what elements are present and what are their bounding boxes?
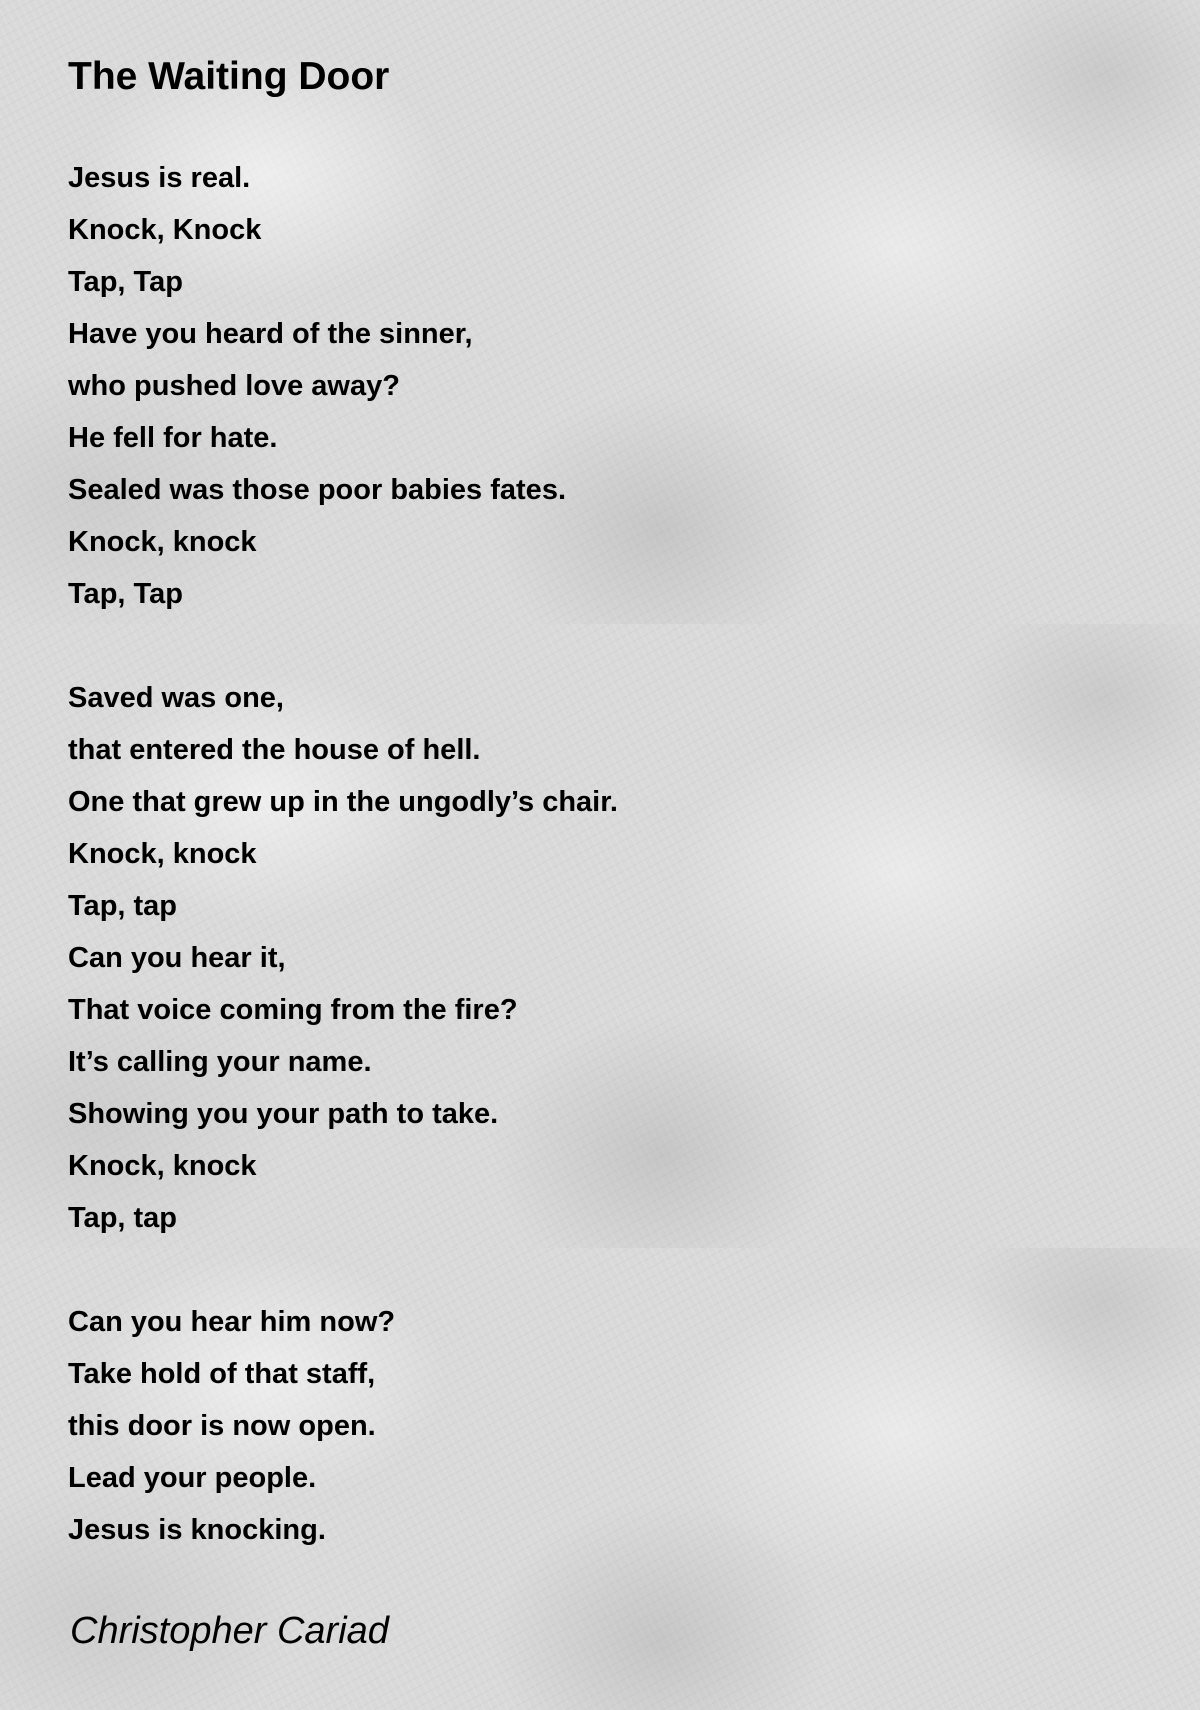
poem-line: Have you heard of the sinner, xyxy=(68,318,473,350)
poem-line: Lead your people. xyxy=(68,1462,317,1494)
poem-line: Sealed was those poor babies fates. xyxy=(68,474,566,506)
poem-line: It’s calling your name. xyxy=(68,1046,372,1078)
poem-line: Tap, tap xyxy=(68,890,178,922)
poem-title: The Waiting Door xyxy=(68,55,390,98)
poem-line: Knock, knock xyxy=(68,526,257,558)
poem-line: Can you hear it, xyxy=(68,942,286,974)
poem-line: Knock, knock xyxy=(68,1150,257,1182)
poem-line: Tap, Tap xyxy=(68,578,183,610)
stanza xyxy=(68,1296,395,1556)
poem-line: Jesus is real. xyxy=(68,162,251,194)
poem-line: Saved was one, xyxy=(68,682,284,714)
poem-line: Jesus is knocking. xyxy=(68,1514,326,1546)
poem-line: Showing you your path to take. xyxy=(68,1098,499,1130)
poem-line: Knock, Knock xyxy=(68,214,262,246)
poem-line: He fell for hate. xyxy=(68,422,278,454)
stanza xyxy=(68,152,566,620)
poem-line: Tap, Tap xyxy=(68,266,183,298)
poem-line: Can you hear him now? xyxy=(68,1306,396,1338)
poem-line: who pushed love away? xyxy=(68,370,400,402)
poem-line: That voice coming from the fire? xyxy=(68,994,518,1026)
poem-line: Knock, knock xyxy=(68,838,257,870)
poem-line: Take hold of that staff, xyxy=(68,1358,376,1390)
poem-line: that entered the house of hell. xyxy=(68,734,481,766)
poem-line: this door is now open. xyxy=(68,1410,376,1442)
poem-line: Tap, tap xyxy=(68,1202,178,1234)
poem-line: One that grew up in the ungodly’s chair. xyxy=(68,786,618,818)
stanza xyxy=(68,672,618,1244)
poem-author: Christopher Cariad xyxy=(70,1610,389,1652)
